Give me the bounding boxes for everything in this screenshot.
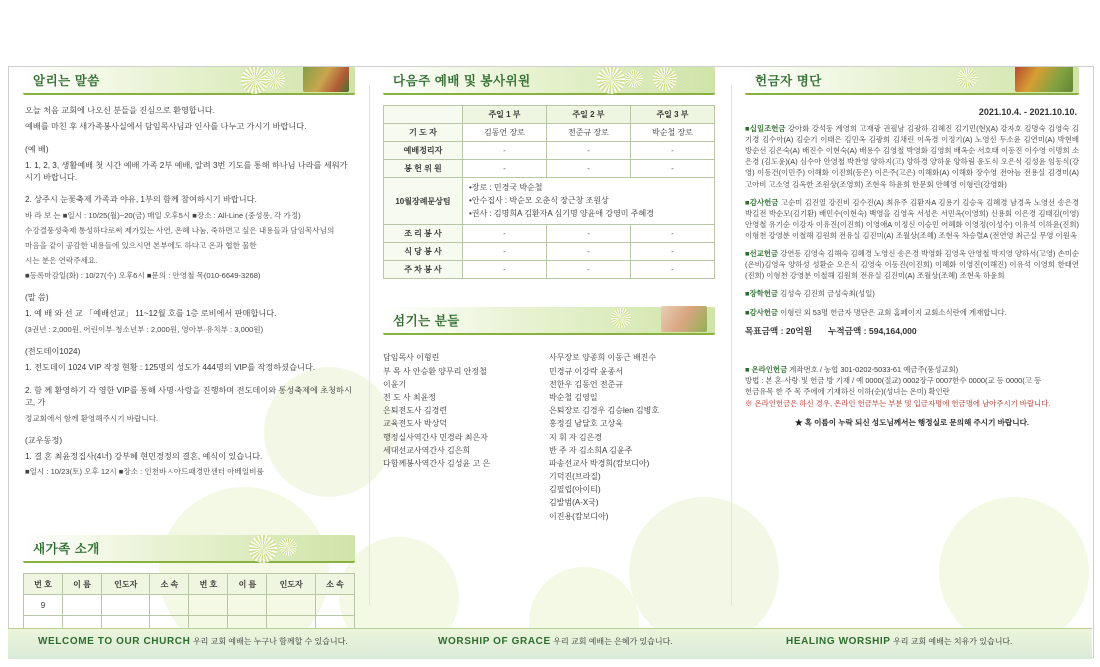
special-line: •권사 : 김명희A 김환자A 심기명 양윤애 강영미 주혜경 xyxy=(469,208,654,218)
cell: - xyxy=(463,142,547,160)
row-label: 예배정리자 xyxy=(384,142,463,160)
list-item: 지 휘 자 김은경 xyxy=(549,432,603,442)
list-item: 담임목사 이형린 xyxy=(383,353,440,363)
header-ornament xyxy=(591,305,711,335)
donor-block-label: ■선교헌금 xyxy=(745,249,779,259)
footer-text: 우리 교회 예배는 누구나 함께할 수 있습니다. xyxy=(192,637,348,646)
section-title: 섬기는 분들 xyxy=(393,314,460,329)
notice-detail: 시는 분은 연락주세요. xyxy=(25,256,98,266)
table-header-row xyxy=(24,574,355,595)
list-item: 파송선교사 박경희(캄보디아) xyxy=(549,458,650,468)
row-label: 주 차 봉 사 xyxy=(384,261,463,279)
section-header-nextweek xyxy=(383,67,715,97)
cell xyxy=(267,595,315,616)
row-label: 기 도 자 xyxy=(384,124,463,142)
cell: 9 xyxy=(24,595,63,616)
servants-list xyxy=(369,345,729,522)
servants-left xyxy=(383,351,549,522)
column-header: 이 름 xyxy=(63,574,102,595)
cell: - xyxy=(546,243,630,261)
online-donation xyxy=(745,364,1079,410)
column-header: 주일 1 부 xyxy=(463,106,547,124)
donor-names: 강아화 강석동 계영희 고재광 권필남 김광하 김혜진 김기민(현)(A) 강자호 김명숙 김영숙 김기경 김수아(A) 김순기 이태은 김민옥 김광희 김채린 이옥경 이정기(A) 노영신 두소윤 김연미(A) 박현배 방순선 김은숙(A) 배진수 이현숙(A) 배용수 김영철 박영화 김영희 배옥순 서호태 이동진 이수영 이명희 소은경 (김도윤)(A) 심수아 안영철 박찬영 양하지(고) 양하경 양하윤 양하림 윤도식 오은식 김성윤 임동식(강영) 이동건(이민주) 이해화 이진희(동은) 이은주(고은) 이해화(A) 이해화 장수영 전아늠 전용실 김경미(A) 고아비 고소영 김옥한 조원상(조영희) 조현욱 하윤희 한문회 안혜영 이형린(강영화) xyxy=(745,124,1079,189)
table-row xyxy=(384,261,715,279)
list-item: 전한우 김동언 전준규 xyxy=(549,379,623,389)
footer-title: WELCOME TO OUR CHURCH xyxy=(38,636,191,647)
cell: - xyxy=(546,142,630,160)
section-header-notice xyxy=(23,67,355,97)
list-item: 세대선교사역간사 김은희 xyxy=(383,445,471,455)
donor-block xyxy=(745,123,1079,190)
page-footer xyxy=(8,628,1092,659)
section-title: 알리는 말씀 xyxy=(33,74,100,88)
column-header: 인도자 xyxy=(102,574,150,595)
decor-photo xyxy=(1015,66,1073,92)
cell-special xyxy=(463,178,715,225)
notice-detail: ■일시 : 10/23(토) 오후 12시 ■장소 : 인천바ㅅ아드패경만센터 아베일비룸 xyxy=(25,467,264,477)
notice-detail: 수강결풍성축제 통성하다로써 제가있는 사연, 온혜 나눔, 죽하면고 싶은 내용들과 담임목사님의 xyxy=(25,226,335,236)
table-row xyxy=(24,595,355,616)
table-row xyxy=(384,142,715,160)
cell: - xyxy=(630,160,714,178)
cell xyxy=(189,595,228,616)
donor-block xyxy=(745,197,1079,241)
notice-detail: 정교회에서 함께 환영해주시기 바랍니다. xyxy=(25,413,159,423)
notice-item: 1. 예 배 와 선 교 「예배선교」 11~12월 호를 1층 로비에서 판매합니다. xyxy=(25,309,277,319)
bank-line: 계좌번호 / 농협 301-0202-5033-61 예금주(풍성교회) xyxy=(789,364,959,374)
list-item: 은퇴장로 김경우 김승len 김병호 xyxy=(549,406,660,416)
header-ornament xyxy=(231,533,351,563)
notice-line: 오늘 처음 교회에 나오신 분들을 진심으로 환영합니다. xyxy=(25,106,215,115)
list-item: 다함께봉사역간사 김성윤 고 은 xyxy=(383,458,491,468)
donor-block xyxy=(745,307,1079,318)
section-title: 헌금자 명단 xyxy=(755,74,822,88)
list-item: 김필립(아이티) xyxy=(549,485,601,495)
online-label: ■ 온라인헌금 xyxy=(745,364,788,374)
section-title: 다음주 예배 및 봉사위원 xyxy=(393,74,531,88)
cell: 전준규 장로 xyxy=(546,124,630,142)
donor-block-label: ■십일조헌금 xyxy=(745,124,786,133)
list-item: 은퇴전도사 김경련 xyxy=(383,406,448,416)
row-label: 식 당 봉 사 xyxy=(384,243,463,261)
notice-detail: ■등록마감일(화) : 10/27(수) 오후6시 ■문의 : 안영철 목(010-6649-3268) xyxy=(25,271,261,281)
cell: - xyxy=(546,225,630,243)
notice-line: 예배를 마친 후 새가족봉사실에서 담임목사님과 인사를 나누고 가시기 바랍니다. xyxy=(25,121,307,131)
footer-title: WORSHIP OF GRACE xyxy=(438,636,551,647)
special-line: •장로 : 민경국 박순철 xyxy=(469,183,543,192)
cell: 박순철 장로 xyxy=(630,124,714,142)
list-item: 행정실사역간사 민경라 최은자 xyxy=(383,432,488,442)
cell: - xyxy=(630,225,714,243)
column-header: 이 름 xyxy=(228,574,267,595)
notice-item: 2. 함 께 환영하기 각 영한 VIP를 통해 사명·사랑을 진행하며 전도데이와 통성축제에 초청하시고, 가 xyxy=(25,385,352,407)
table-header-row xyxy=(384,106,715,124)
column-header xyxy=(384,106,463,124)
notice-group-label: (예 배) xyxy=(25,144,49,154)
section-header-donors xyxy=(745,67,1079,97)
decor-photo xyxy=(303,66,349,92)
column-header: 소 속 xyxy=(315,574,354,595)
list-item: 이윤기 xyxy=(383,379,407,389)
list-item: 민경규 이강락 윤종서 xyxy=(549,366,623,376)
section-title: 새가족 소개 xyxy=(33,542,100,557)
cell: - xyxy=(630,142,714,160)
donor-block-label: ■감사헌금 xyxy=(745,307,779,317)
table-row xyxy=(384,178,715,225)
notice-item: 2. 상주시 눈꽃축제 가족과 야유, 1부의 함께 참여하시기 바랍니다. xyxy=(25,195,257,205)
cell xyxy=(228,595,267,616)
list-item: 부 목 사 안승환 양무리 안정철 xyxy=(383,366,487,376)
donor-block xyxy=(745,288,1079,299)
donor-names: 김성숙 김진희 금성숙최(성일) xyxy=(780,289,875,299)
bank-note: 방법 : 본 혼·사랑·및 헌금 방 기재 / 예 0000(절교) 0002장구 0007한수 0000(교 등 0000(고 등 xyxy=(745,376,1042,385)
notice-group-label: (전도데이1024) xyxy=(25,347,81,357)
notice-detail: 마음을 같이 공감한 내용들에 있으시면 본부에도 하다고 온과 협한 물한 xyxy=(25,241,257,251)
list-item: 기덕진(브라질) xyxy=(549,472,601,482)
column-header: 주일 3 부 xyxy=(630,106,714,124)
notice-detail: (3권년 : 2,000원, 어린이부·청소년부 : 2,000원, 영아부·유치부 : 3,000원) xyxy=(25,325,264,335)
cell xyxy=(315,595,354,616)
donor-block-label: ■장학헌금 xyxy=(745,289,779,299)
list-item: 반 주 자 김소희A 김윤주 xyxy=(549,445,633,455)
cell: - xyxy=(630,243,714,261)
notice-group-label: (말 씀) xyxy=(25,293,49,303)
decor-photo xyxy=(661,306,707,332)
nextweek-table xyxy=(383,105,715,279)
cell: - xyxy=(546,261,630,279)
list-item: 홍정길 남달호 고상욱 xyxy=(549,419,623,429)
section-header-servants xyxy=(383,307,715,337)
notice-item: 1. 결 혼 최윤정집사(4녀) 강부혜 현민경정의 결혼, 예식이 있습니다. xyxy=(25,451,263,461)
table-row xyxy=(384,160,715,178)
list-item: 사무장로 양종희 이동근 배진수 xyxy=(549,353,657,363)
footer-title: HEALING WORSHIP xyxy=(786,636,891,647)
cell: - xyxy=(463,243,547,261)
cumulative-amount: 누적금액 : 594,164,000 xyxy=(828,325,917,336)
cell: 김동언 장로 xyxy=(463,124,547,142)
header-ornament xyxy=(591,66,711,95)
cell: - xyxy=(546,160,630,178)
notice-body xyxy=(9,105,369,477)
list-item: 김발범(A-X국) xyxy=(549,498,599,508)
donor-block-label: ■감사헌금 xyxy=(745,197,779,207)
donors-body xyxy=(731,123,1093,429)
cell xyxy=(63,595,102,616)
special-line: •안수집사 : 박순모 오춘식 장근창 조원상 xyxy=(469,195,609,205)
footer-text: 우리 교회 예배는 은혜가 있습니다. xyxy=(553,637,673,646)
footer-text: 우리 교회 예배는 치유가 있습니다. xyxy=(893,637,1013,646)
table-row xyxy=(384,225,715,243)
list-item: 박순철 김영일 xyxy=(549,392,598,402)
list-item: 이진용(캄보디아) xyxy=(549,511,609,521)
notice-item: 1. 1, 2, 3, 생활예배 첫 시간 예배 가족 2부 예배, 알려 3번 기도를 통해 하나님 나라를 세워가시기 바랍니다. xyxy=(25,160,348,182)
row-label: 조 리 봉 사 xyxy=(384,225,463,243)
bulletin-sheet xyxy=(8,66,1094,658)
column-header: 번 호 xyxy=(189,574,228,595)
notice-detail: 바 라 보 는 ■일시 : 10/25(월)~20(금) 매일 오후5시 ■장소 : All-Line (중성롱, 각 가정) xyxy=(25,211,301,221)
column-notice xyxy=(9,67,369,657)
table-row xyxy=(384,124,715,142)
footer-item xyxy=(438,636,673,647)
list-item: 교육전도사 박상덕 xyxy=(383,419,448,429)
column-donors xyxy=(731,67,1093,657)
bank-note: 헌금유목 한 주 목 주에에 기재하신 이하(순)(성녀는 온미) 확인란 xyxy=(745,387,950,397)
donation-period: 2021.10.4. - 2021.10.10. xyxy=(978,107,1077,117)
footer-item xyxy=(786,636,1012,647)
nextweek-table-wrap xyxy=(369,105,729,279)
bank-note-warning: ※ 온라인헌금은 하신 경우, 온라인 헌금부는 부분 및 입금자명에 헌금명에 남아주시기 바랍니다. xyxy=(745,398,1051,408)
notice-item: 1. 전도데이 1024 VIP 작정 현황 : 125명의 성도가 444명의 VIP를 작정하셨습니다. xyxy=(25,363,316,373)
section-header-newfamily xyxy=(23,535,355,565)
donor-block xyxy=(745,248,1079,281)
donor-names: 이형린 외 53명 헌금자 명단은 교회 홈페이지 교회소식란에 게재합니다. xyxy=(780,307,1007,317)
missing-name-notice: ★ 혹 이름이 누락 되신 성도님께서는 행정실로 문의해 주시기 바랍니다. xyxy=(794,418,1030,428)
donor-names: 강연동 김영숙 김해숙 김혜경 노영신 송은경 박영화 김영옥 안영철 박지영 양하서(고영) 손미순 (온비)김영옥 양하성 성환순 오은식 김영숙 이동진(이진희) 이혜화 이영진(이해진) 이유석 이영희 한태연(진희) 이형천 강영분 이철해 김원희 전유실 김진미(A) 조월상(조혜) 조현욱 하윤희 xyxy=(745,249,1079,281)
column-header: 번 호 xyxy=(24,574,63,595)
cell: - xyxy=(463,261,547,279)
notice-group-label: (교우동정) xyxy=(25,435,63,445)
cell: - xyxy=(630,261,714,279)
header-ornament xyxy=(231,66,351,95)
target-amount: 목표금액 : 20억원 xyxy=(745,325,813,336)
footer-item xyxy=(38,636,348,647)
table-row xyxy=(384,243,715,261)
row-label: 10월장례문상팀 xyxy=(384,178,463,225)
list-item: 전 도 사 최윤정 xyxy=(383,392,437,402)
servants-right xyxy=(549,351,715,522)
cell xyxy=(150,595,189,616)
row-label: 봉 헌 위 원 xyxy=(384,160,463,178)
column-header: 소 속 xyxy=(150,574,189,595)
header-ornament xyxy=(955,66,1075,95)
cell xyxy=(102,595,150,616)
column-nextweek xyxy=(369,67,729,657)
cell: - xyxy=(463,225,547,243)
column-header: 주일 2 부 xyxy=(546,106,630,124)
cell: - xyxy=(463,160,547,178)
donor-names: 고순미 김진열 강진비 김수진(A) 최유주 김환자A 김용기 김승욱 김혜경 남경옥 노영선 송은경 박길전 박순모(김기환) 배민수(이현숙) 백영을 김영옥 서성은 서민옥(이영희) 신용회 이은경 김태김(이영) 안영철 유기순 이강자 이유진(이진희) 이영애A 이정신 이승민 어혜화 이영정(이성수) 이유석 이하윤(진희) 이형천 강영분 이철해 김원희 전유실 김진미(A) 조월상(조혜) 조현욱 차승렬A (전연영 최근실 무영 이원옥 xyxy=(745,197,1079,240)
column-header: 인도자 xyxy=(267,574,315,595)
